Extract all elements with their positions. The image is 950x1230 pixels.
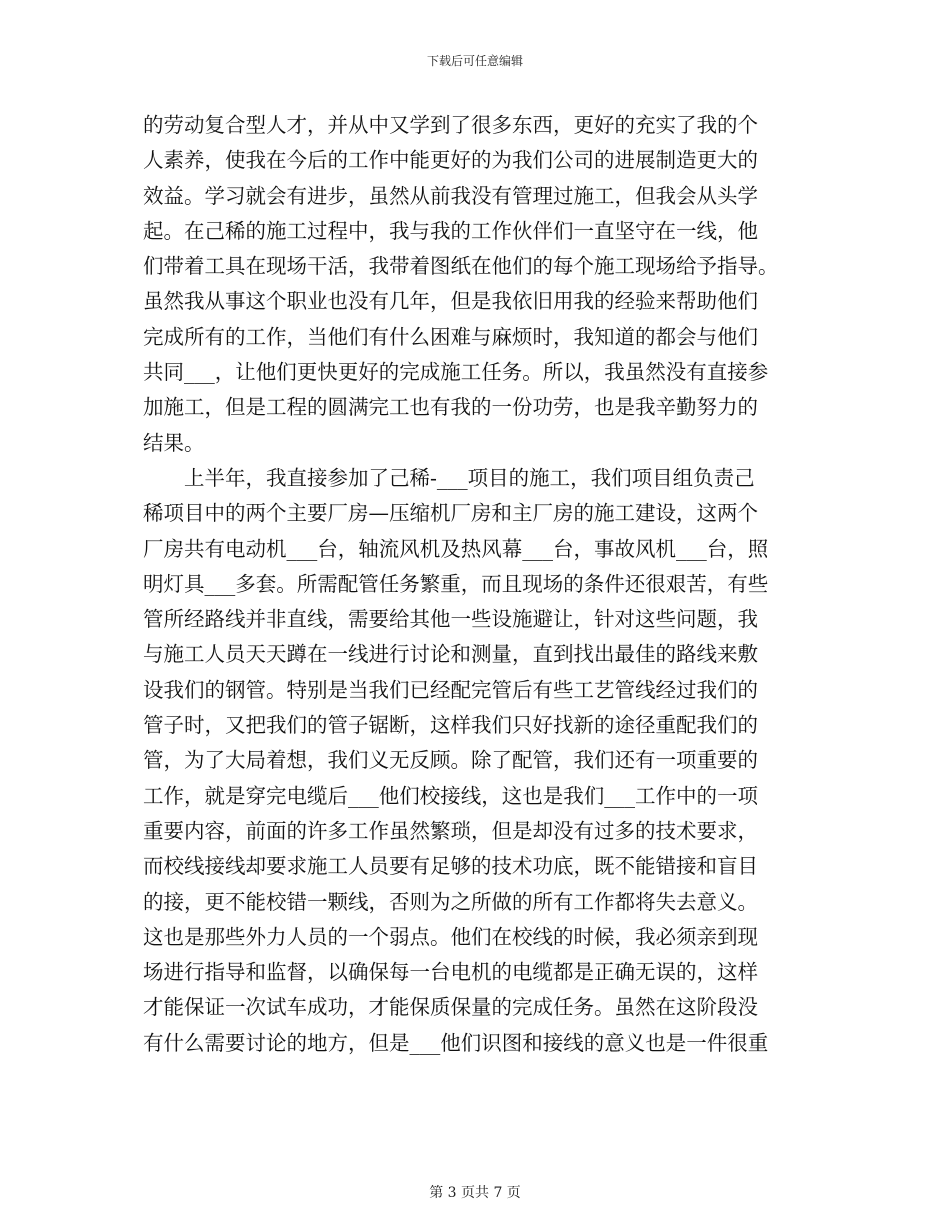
text-line: 管，为了大局着想，我们义无反顾。除了配管，我们还有一项重要的 [143, 748, 758, 773]
page-footer: 第 3 页共 7 页 [429, 1185, 521, 1201]
text-line: 明灯具___多套。所需配管任务繁重，而且现场的条件还很艰苦，有些 [143, 571, 769, 596]
text-line: 厂房共有电动机___台，轴流风机及热风幕___台，事故风机___台，照 [143, 536, 769, 561]
text-line: 管所经路线并非直线，需要给其他一些设施避让，针对这些问题，我 [143, 607, 758, 632]
text-line: 有什么需要讨论的地方，但是___他们识图和接线的意义也是一件很重 [143, 1030, 769, 1055]
text-line: 上半年，我直接参加了己稀-___项目的施工，我们项目组负责己 [143, 465, 755, 490]
text-line: 稀项目中的两个主要厂房—压缩机厂房和主厂房的施工建设，这两个 [143, 501, 758, 526]
text-line: 这也是那些外力人员的一个弱点。他们在校线的时候，我必须亲到现 [143, 924, 758, 949]
text-line: 共同___，让他们更快更好的完成施工任务。所以，我虽然没有直接参 [143, 360, 769, 385]
text-line: 管子时，又把我们的管子锯断，这样我们只好找新的途径重配我们的 [143, 713, 758, 738]
text-line: 的劳动复合型人才，并从中又学到了很多东西，更好的充实了我的个 [143, 113, 758, 137]
text-line: 结果。 [143, 430, 205, 455]
text-line: 设我们的钢管。特别是当我们已经配完管后有些工艺管线经过我们的 [143, 677, 758, 702]
text-line: 重要内容，前面的许多工作虽然繁琐，但是却没有过多的技术要求， [143, 818, 758, 843]
text-line: 而校线接线却要求施工人员要有足够的技术功底，既不能错接和盲目 [143, 854, 758, 879]
text-line: 虽然我从事这个职业也没有几年，但是我依旧用我的经验来帮助他们 [143, 289, 758, 314]
text-line: 效益。学习就会有进步，虽然从前我没有管理过施工，但我会从头学 [143, 183, 758, 208]
page-header: 下载后可任意编辑 [426, 54, 523, 68]
text-line: 起。在己稀的施工过程中，我与我的工作伙伴们一直坚守在一线，他 [143, 218, 758, 243]
text-line: 人素养，使我在今后的工作中能更好的为我们公司的进展制造更大的 [143, 148, 758, 173]
text-line: 的接，更不能校错一颗线，否则为之所做的所有工作都将失去意义。 [143, 889, 758, 914]
text-line: 加施工，但是工程的圆满完工也有我的一份功劳，也是我辛勤努力的 [143, 395, 758, 420]
text-line: 工作，就是穿完电缆后___他们校接线，这也是我们___工作中的一项 [143, 783, 758, 808]
text-line: 场进行指导和监督，以确保每一台电机的电缆都是正确无误的，这样 [143, 960, 758, 985]
body-text [143, 108, 803, 1061]
text-line: 完成所有的工作，当他们有什么困难与麻烦时，我知道的都会与他们 [143, 324, 758, 349]
text-line: 与施工人员天天蹲在一线进行讨论和测量，直到找出最佳的路线来敷 [143, 642, 758, 667]
text-line: 们带着工具在现场干活，我带着图纸在他们的每个施工现场给予指导。 [143, 254, 779, 279]
text-line: 才能保证一次试车成功，才能保质保量的完成任务。虽然在这阶段没 [143, 995, 758, 1020]
